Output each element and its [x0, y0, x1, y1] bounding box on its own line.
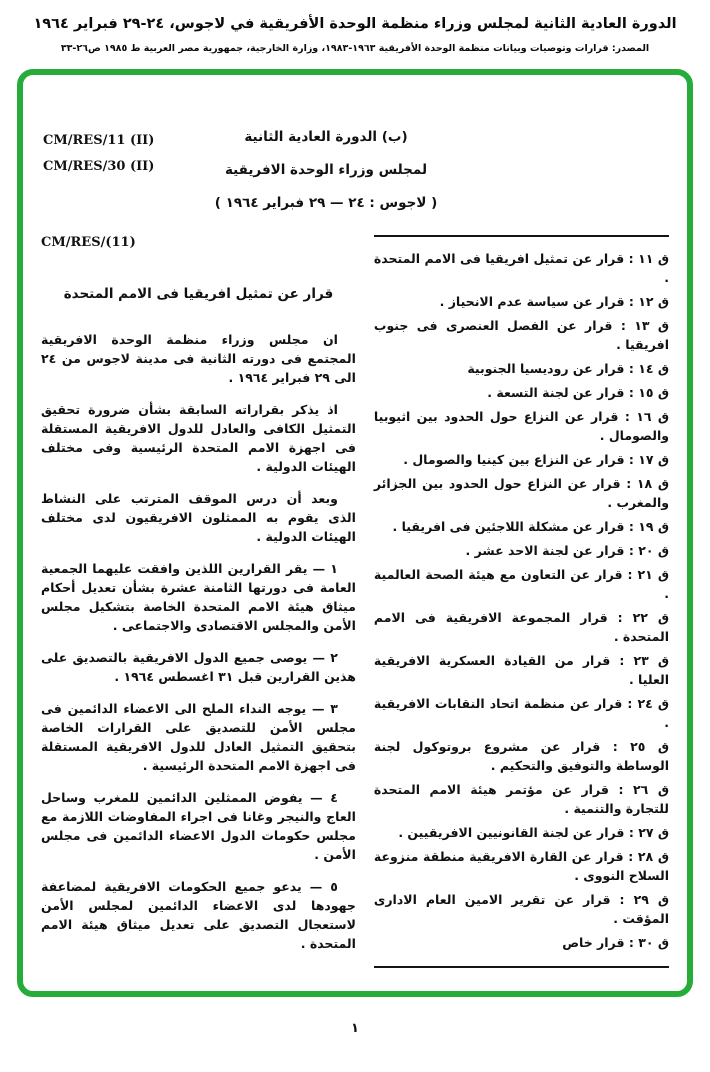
- resolution-number: ق ١٨: [636, 476, 670, 491]
- resolution-number: ق ١٢: [638, 294, 669, 309]
- resolution-number: ق ١٩: [638, 519, 669, 534]
- resolution-number: ق ١٣: [634, 318, 669, 333]
- list-item: ق ٢٣ : قرار من القيادة العسكرية الافريقية العليا .: [373, 653, 670, 687]
- resolution-number: ق ٢١: [637, 567, 669, 582]
- list-item: ق ١٨ : قرار عن النزاع حول الحدود بين الجزائر والمغرب .: [373, 476, 670, 510]
- session-title: [181, 129, 471, 228]
- resolution-text: قرار عن سياسة عدم الانحياز .: [439, 294, 625, 309]
- resolution-text: قرار عن مشروع بروتوكول لجنة الوساطة والتوفيق والتحكيم .: [373, 739, 669, 773]
- resolution-number: ق ٢٩: [633, 892, 669, 907]
- list-item: ق ١٢ : قرار عن سياسة عدم الانحياز .: [439, 294, 669, 309]
- list-item: ق ١٥ : قرار عن لجنة التسعة .: [487, 385, 669, 400]
- resolution-number: ق ٢٥: [630, 739, 670, 754]
- resolution-text: قرار من القيادة العسكرية الافريقية العليا .: [373, 653, 669, 687]
- list-item: ق ٢٧ : قرار عن لجنة القانونيين الافريقيين .: [398, 825, 669, 840]
- list-item: ق ٢٦ : قرار عن مؤتمر هيئة الامم المتحدة للتجارة والتنمية .: [373, 782, 670, 816]
- two-column-layout: [41, 233, 669, 968]
- toc-bottom-divider: [374, 966, 669, 968]
- list-item: ق ٢٩ : قرار عن تقرير الامين العام الادارى المؤقت .: [373, 892, 669, 926]
- body-paragraph: اذ يذكر بقراراته السابقة بشأن ضرورة تحقيق التمثيل الكافى والعادل للدول الافريقية المستقلة فى اجهزة الامم المتحدة الرئيسية وفى مختلف الهيئات الدولية .: [41, 402, 356, 474]
- session-title-line3: ( لاجوس : ٢٤ — ٢٩ فبراير ١٩٦٤ ): [214, 195, 438, 211]
- resolution-number: ق ٢٢: [632, 610, 669, 625]
- resolution-number: ق ٣٠: [638, 935, 669, 950]
- resolution-text: قرار عن منظمة اتحاد النقابات الافريقية .: [373, 696, 669, 730]
- resolution-text: قرار عن القارة الافريقية منطقة منزوعة السلاح النووى .: [373, 849, 669, 883]
- resolution-text: قرار عن مؤتمر هيئة الامم المتحدة للتجارة والتنمية .: [373, 782, 669, 816]
- body-paragraph: ٢ — يوصى جميع الدول الافريقية بالتصديق على هذين القرارين قبل ٣١ اغسطس ١٩٦٤ .: [41, 650, 356, 684]
- list-item: ق ٣٠ : قرار خاص: [562, 935, 669, 950]
- resolution-number: ق ١٧: [638, 452, 669, 467]
- resolution-number: ق ١١: [638, 251, 670, 266]
- list-item: ق ٢١ : قرار عن التعاون مع هيئة الصحة العالمية .: [373, 567, 669, 601]
- session-title-line2: لمجلس وزراء الوحدة الافريقية: [224, 162, 428, 178]
- resolution-text: قرار عن الفصل العنصرى فى جنوب افريقيا .: [373, 318, 669, 352]
- body-paragraph: ان مجلس وزراء منظمة الوحدة الافريقية المجتمع فى دورته الثانية فى مدينة لاجوس من ٢٤ الى ٢٩ فبراير ١٩٦٤ .: [41, 332, 356, 385]
- resolution-number: ق ٢٠: [638, 543, 669, 558]
- resolution-text: قرار عن مشكلة اللاجئين فى افريقيا .: [392, 519, 625, 534]
- list-item: ق ١٩ : قرار عن مشكلة اللاجئين فى افريقيا .: [392, 519, 669, 534]
- cm-reference-codes: [43, 133, 154, 185]
- list-item: ق ٢٢ : قرار المجموعة الافريقية فى الامم المتحدة .: [373, 610, 669, 644]
- list-item: ق ١٣ : قرار عن الفصل العنصرى فى جنوب افريقيا .: [373, 318, 669, 352]
- body-paragraph: ٣ — يوجه النداء الملح الى الاعضاء الدائمين فى مجلس الأمن للتصديق على القرارات الخاصة بتحقيق التمثيل العادل للدول الافريقية المستقلة فى اجهزة الامم المتحدة الرئيسية .: [41, 701, 356, 773]
- cm-ref-11: CM/RES/11 (II): [43, 133, 155, 148]
- toc-top-divider: [374, 235, 669, 237]
- resolution-text: قرار عن لجنة التسعة .: [487, 385, 625, 400]
- list-item: ق ٢٨ : قرار عن القارة الافريقية منطقة منزوعة السلاح النووى .: [373, 849, 670, 883]
- resolution-text: قرار عن لجنة الاحد عشر .: [465, 543, 625, 558]
- list-item: ق ٢٥ : قرار عن مشروع بروتوكول لجنة الوساطة والتوفيق والتحكيم .: [373, 739, 670, 773]
- resolution-number: ق ٢٣: [633, 653, 670, 668]
- resolution-number: ق ١٥: [638, 385, 669, 400]
- resolution-text: قرار المجموعة الافريقية فى الامم المتحدة .: [373, 610, 669, 644]
- list-item: ق ١٤ : قرار عن روديسيا الجنوبية: [467, 361, 669, 376]
- resolution-text: قرار عن تقرير الامين العام الادارى المؤقت .: [373, 892, 669, 926]
- body-paragraph: ٤ — يفوض الممثلين الدائمين للمغرب وساحل العاج والنيجر وغانا فى اجراء المفاوضات اللازمة مع مجلس حكومات الدول الاعضاء الدائمين فى مجلس الأمن .: [41, 790, 356, 862]
- list-item: ق ١٧ : قرار عن النزاع بين كينيا والصومال .: [403, 452, 669, 467]
- resolution-heading: قرار عن تمثيل افريقيا فى الامم المتحدة: [63, 286, 334, 302]
- resolution-number: ق ٢٧: [638, 825, 669, 840]
- list-item: ق ٢٤ : قرار عن منظمة اتحاد النقابات الافريقية .: [373, 696, 669, 730]
- resolution-text: قرار عن النزاع بين كينيا والصومال .: [403, 452, 625, 467]
- session-title-line1: (ب) الدورة العادية الثانية: [244, 129, 408, 145]
- resolution-text: قرار عن النزاع حول الحدود بين الجزائر والمغرب .: [373, 476, 669, 510]
- resolution-number: ق ١٤: [638, 361, 669, 376]
- document-source-line: المصدر: قرارات وتوصيات وبيانات منظمة الوحدة الأفريقية ١٩٦٣-١٩٨٣، وزارة الخارجية، جمهورية مصر العربية ط ١٩٨٥ ص٢٦-٣٣: [60, 43, 650, 54]
- body-paragraph: ١ — يقر القرارين اللذين وافقت عليهما الجمعية العامة فى دورتها الثامنة عشرة بشأن تعديل أحكام ميثاق هيئة الامم المتحدة الخاصة بتشكيل مجلس الأمن والمجلس الاقتصادى والاجتماعى .: [41, 561, 356, 633]
- resolution-text: قرار عن روديسيا الجنوبية: [467, 361, 625, 376]
- session-header-block: [41, 95, 669, 233]
- resolutions-list-column: [374, 233, 669, 968]
- resolution-number: ق ٢٦: [633, 782, 670, 797]
- resolution-number: ق ١٦: [636, 409, 669, 424]
- resolution-body-column: [41, 233, 356, 968]
- resolution-text: قرار خاص: [562, 935, 625, 950]
- resolution-number: ق ٢٤: [637, 696, 669, 711]
- green-border-box: [17, 69, 693, 997]
- document-header: [0, 0, 710, 54]
- list-item: ق ٢٠ : قرار عن لجنة الاحد عشر .: [465, 543, 669, 558]
- list-item: ق ١٦ : قرار عن النزاع حول الحدود بين اثيوبيا والصومال .: [373, 409, 669, 443]
- page-number: ١: [351, 1021, 359, 1036]
- resolution-number: ق ٢٨: [637, 849, 670, 864]
- list-item: ق ١١ : قرار عن تمثيل افريقيا فى الامم المتحدة .: [373, 251, 670, 285]
- resolution-text: قرار عن لجنة القانونيين الافريقيين .: [398, 825, 625, 840]
- resolution-text: قرار عن تمثيل افريقيا فى الامم المتحدة .: [373, 251, 669, 285]
- resolution-text: قرار عن النزاع حول الحدود بين اثيوبيا والصومال .: [373, 409, 669, 443]
- body-paragraph: ٥ — يدعو جميع الحكومات الافريقية لمضاعفة جهودها لدى الاعضاء الدائمين لمجلس الأمن لاستعجال التصديق على تعديل ميثاق هيئة الامم المتحدة .: [41, 879, 356, 951]
- resolution-text: قرار عن التعاون مع هيئة الصحة العالمية .: [373, 567, 669, 601]
- document-title: الدورة العادية الثانية لمجلس وزراء منظمة الوحدة الأفريقية في لاجوس، ٢٤-٢٩ فبراير ١٩٦٤: [33, 16, 677, 32]
- cm-res-11-label: CM/RES/(11): [41, 235, 136, 250]
- cm-ref-30: CM/RES/30 (II): [43, 159, 155, 174]
- body-paragraph: وبعد أن درس الموقف المترتب على النشاط الذى يقوم به الممثلون الافريقيون لدى مختلف الهيئات الدولية .: [41, 491, 356, 544]
